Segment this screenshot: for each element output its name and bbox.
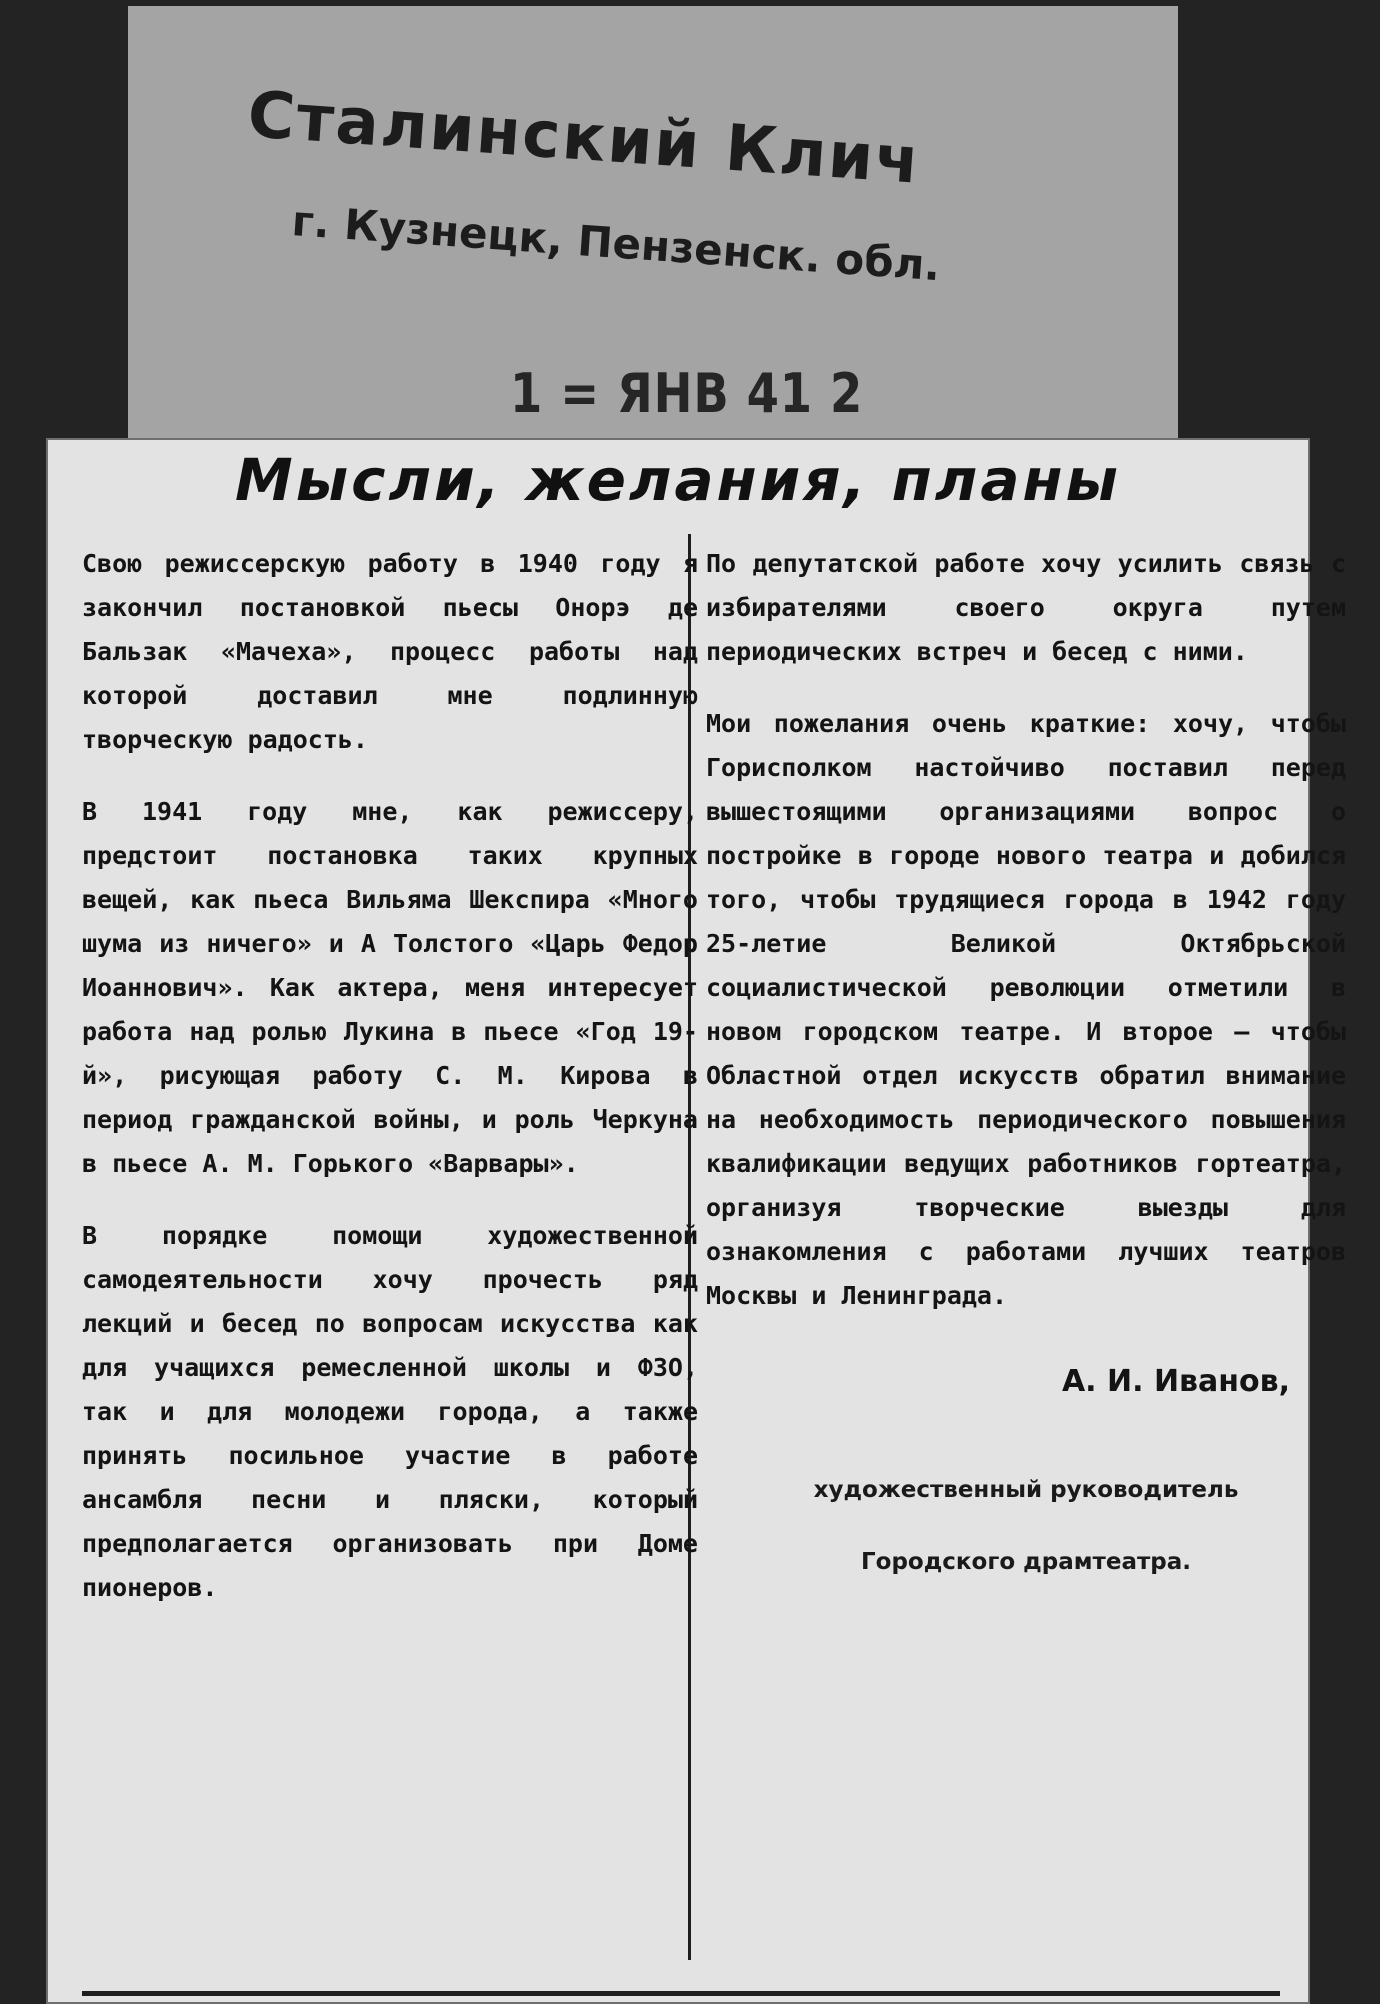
paragraph: Мои пожелания очень краткие: хочу, чтобы Горисполком настойчиво поставил перед вышестоящими организациями вопрос о постройке в городе нового театра и добился того, чтобы трудящиеся города в 1942 году 25-летие Великой Октябрьской социалистической революции отметили в новом городском театре. И второе — чтобы Областной отдел искусств обратил внимание на необходимость периодического повышения квалификации ведущих работников гортеатра, организуя творческие выезды для ознакомления с работами лучших театров Москвы и Ленинграда. [706, 709, 1346, 1310]
right-column [706, 542, 1346, 1598]
author-title-line-2: Городского драмтеатра. [860, 1549, 1192, 1575]
newspaper-name-stamp: Сталинский Клич [245, 78, 924, 199]
paragraph: Свою режиссерскую работу в 1940 году я закончил постановкой пьесы Онорэ де Бальзак «Мачеха», процесс работы над которой доставил мне подлинную творческую радость. [82, 549, 698, 754]
newspaper-clipping [46, 438, 1346, 2004]
bottom-rule [82, 1991, 1280, 1996]
newspaper-place-stamp: г. Кузнецк, Пензенск. обл. [290, 196, 942, 291]
left-column [82, 542, 698, 1638]
author-signature: А. И. Иванов, [1061, 1364, 1290, 1399]
date-stamp: 1 = ЯНВ 41 2 [510, 362, 864, 425]
paragraph: В порядке помощи художественной самодеятельности хочу прочесть ряд лекций и бесед по вопросам искусства как для учащихся ремесленной школы и ФЗО, так и для молодежи города, а также принять посильное участие в работе ансамбля песни и пляски, который предполагается организовать при Доме пионеров. [82, 1221, 698, 1602]
article-headline: Мысли, желания, планы [235, 446, 1121, 514]
author-title-line-1: художественный руководитель [813, 1477, 1239, 1503]
paragraph: В 1941 году мне, как режиссеру, предстоит постановка таких крупных вещей, как пьеса Вильяма Шекспира «Много шума из ничего» и А Толстого «Царь Федор Иоаннович». Как актера, меня интересует работа над ролью Лукина в пьесе «Год 19-й», рисующая работу С. М. Кирова в период гражданской войны, и роль Черкуна в пьесе А. М. Горького «Варвары». [82, 797, 698, 1178]
paragraph: По депутатской работе хочу усилить связь с избирателями своего округа путем периодических встреч и бесед с ними. [706, 549, 1346, 666]
